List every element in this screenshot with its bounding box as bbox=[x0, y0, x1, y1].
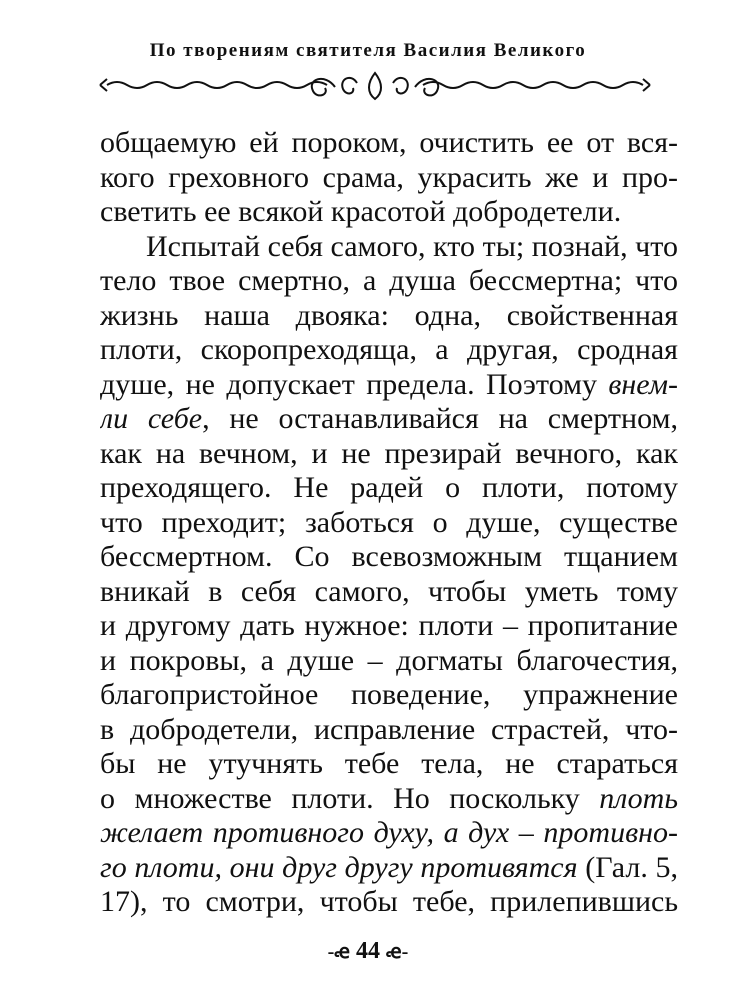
text-segment: в добродетели, исправление страстей, что- bbox=[100, 712, 678, 746]
text-segment: кого греховного срама, украсить же и про- bbox=[100, 160, 678, 194]
text-line bbox=[100, 230, 678, 265]
text-line bbox=[100, 816, 678, 851]
italic-text-segment: внем- bbox=[608, 367, 678, 401]
text-line bbox=[100, 471, 678, 506]
header-ornament-icon bbox=[95, 65, 655, 105]
text-line bbox=[100, 747, 678, 782]
text-line bbox=[100, 195, 678, 230]
text-line bbox=[100, 713, 678, 748]
text-segment: общаемую ей пороком, очистить ее от вся- bbox=[100, 126, 678, 159]
text-segment: светить ее всякой красотой добродетели. bbox=[100, 195, 622, 228]
text-line bbox=[100, 678, 678, 713]
text-segment: как на вечном, и не презирай вечного, как bbox=[100, 436, 678, 470]
text-line bbox=[100, 402, 678, 437]
text-segment: , не останавливайся на смертном, bbox=[202, 402, 678, 435]
text-line bbox=[100, 368, 678, 403]
text-line bbox=[100, 609, 678, 644]
text-line bbox=[100, 644, 678, 679]
text-line bbox=[100, 333, 678, 368]
text-line bbox=[100, 885, 678, 920]
text-line bbox=[100, 299, 678, 334]
text-segment: вникай в себя самого, чтобы уметь тому bbox=[100, 574, 678, 608]
text-segment: (Гал. 5, bbox=[577, 850, 678, 884]
text-segment: что преходит; заботься о душе, существе bbox=[100, 505, 678, 539]
italic-text-segment: го плоти, они друг другу противятся bbox=[100, 850, 578, 884]
text-line bbox=[100, 782, 678, 817]
text-segment: и покровы, а душе – догматы благочестия, bbox=[100, 643, 678, 677]
text-segment: бы не утучнять тебе тела, не стараться bbox=[100, 747, 678, 780]
text-segment: Испытай себя самого, кто ты; познай, что bbox=[146, 229, 678, 263]
italic-text-segment: плоть bbox=[599, 781, 678, 815]
text-segment: тело твое смертно, а душа бессмертна; что bbox=[100, 264, 678, 297]
text-line bbox=[100, 161, 678, 196]
text-segment: о множестве плоти. Но поскольку bbox=[100, 781, 600, 815]
text-line bbox=[100, 851, 678, 886]
text-segment: 17), то смотри, чтобы тебе, прилепившись bbox=[100, 885, 678, 918]
text-segment: жизнь наша двояка: одна, свойственная bbox=[100, 298, 678, 332]
text-segment: и другому дать нужное: плоти – пропитание bbox=[100, 609, 678, 642]
text-line bbox=[100, 575, 678, 610]
text-segment: душе, не допускает предела. Поэтому bbox=[100, 367, 609, 401]
running-header: По творениям святителя Василия Великого bbox=[149, 40, 587, 61]
text-segment: преходящего. Не радей о плоти, потому bbox=[100, 471, 678, 504]
text-line bbox=[100, 126, 678, 161]
body-text bbox=[100, 126, 678, 920]
text-segment: благопристойное поведение, упражнение bbox=[100, 678, 678, 711]
italic-text-segment: желает противного духу, а дух – противно- bbox=[100, 816, 678, 849]
page-number-block bbox=[0, 937, 736, 965]
text-line bbox=[100, 437, 678, 472]
text-line bbox=[100, 540, 678, 575]
page-number: 44 bbox=[356, 938, 380, 964]
page-number-left-ornament-icon: -ꬴ bbox=[327, 941, 350, 963]
text-segment: плоти, скоропреходяща, а другая, сродная bbox=[100, 333, 678, 366]
text-line bbox=[100, 264, 678, 299]
text-line bbox=[100, 506, 678, 541]
page-number-right-ornament-icon: ꬴ- bbox=[386, 941, 409, 963]
italic-text-segment: ли себе bbox=[100, 402, 203, 435]
text-segment: бессмертном. Со всевозможным тщанием bbox=[100, 540, 678, 573]
